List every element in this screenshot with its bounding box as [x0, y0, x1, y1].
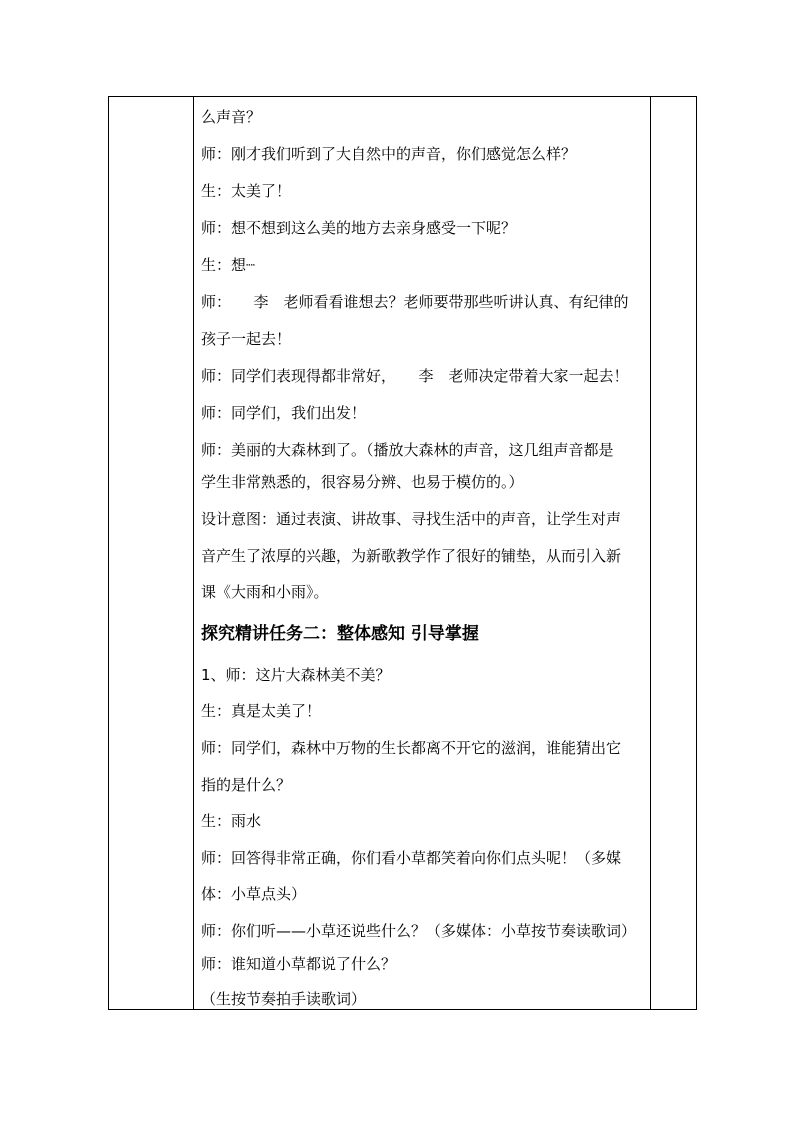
text-line: 音产生了浓厚的兴趣，为新歌教学作了很好的铺垫，从而引入新	[201, 547, 622, 565]
text-line: 设计意图：通过表演、讲故事、寻找生活中的声音，让学生对声	[201, 510, 622, 528]
text-line: 师：美丽的大森林到了。（播放大森林的声音，这几组声音都是	[201, 441, 614, 459]
text-line: 生：太美了！	[201, 182, 292, 200]
text-line: 么声音？	[201, 108, 262, 126]
text-line: 师：同学们，森林中万物的生长都离不开它的滋润，谁能猜出它	[201, 739, 622, 757]
section-heading: 探究精讲任务二：整体感知 引导掌握	[201, 624, 479, 644]
text-line: 生：雨水	[201, 812, 262, 830]
text-line: 孩子一起去！	[201, 330, 292, 348]
lesson-table	[108, 96, 697, 1010]
text-line: 师：谁知道小草都说了什么？	[201, 955, 397, 973]
text-line: 师：刚才我们听到了大自然中的声音，你们感觉怎么样？	[201, 145, 577, 163]
text-line: 师： 李 老师看看谁想去？老师要带那些听讲认真、有纪律的	[201, 293, 629, 311]
text-line: 师：你们听——小草还说些什么？（多媒体：小草按节奏读歌词）	[201, 922, 637, 940]
text-line: （生按节奏拍手读歌词）	[201, 990, 367, 1008]
text-line: 师：想不想到这么美的地方去亲身感受一下呢？	[201, 219, 517, 237]
text-line: 1、师：这片大森林美不美？	[201, 666, 391, 684]
text-line: 学生非常熟悉的，很容易分辨、也易于模仿的。）	[201, 473, 524, 491]
text-line: 师：同学们表现得都非常好， 李 老师决定带着大家一起去！	[201, 367, 629, 385]
column-divider-right	[650, 97, 651, 1009]
column-divider-left	[193, 97, 194, 1009]
text-line: 师：回答得非常正确，你们看小草都笑着向你们点头呢！（多媒	[201, 849, 622, 867]
text-line: 生：想┈	[201, 256, 256, 274]
text-line: 课《大雨和小雨》。	[201, 583, 329, 601]
text-line: 生：真是太美了！	[201, 702, 322, 720]
text-line: 指的是什么？	[201, 776, 292, 794]
text-line: 师：同学们，我们出发！	[201, 404, 367, 422]
text-line: 体：小草点头）	[201, 885, 307, 903]
